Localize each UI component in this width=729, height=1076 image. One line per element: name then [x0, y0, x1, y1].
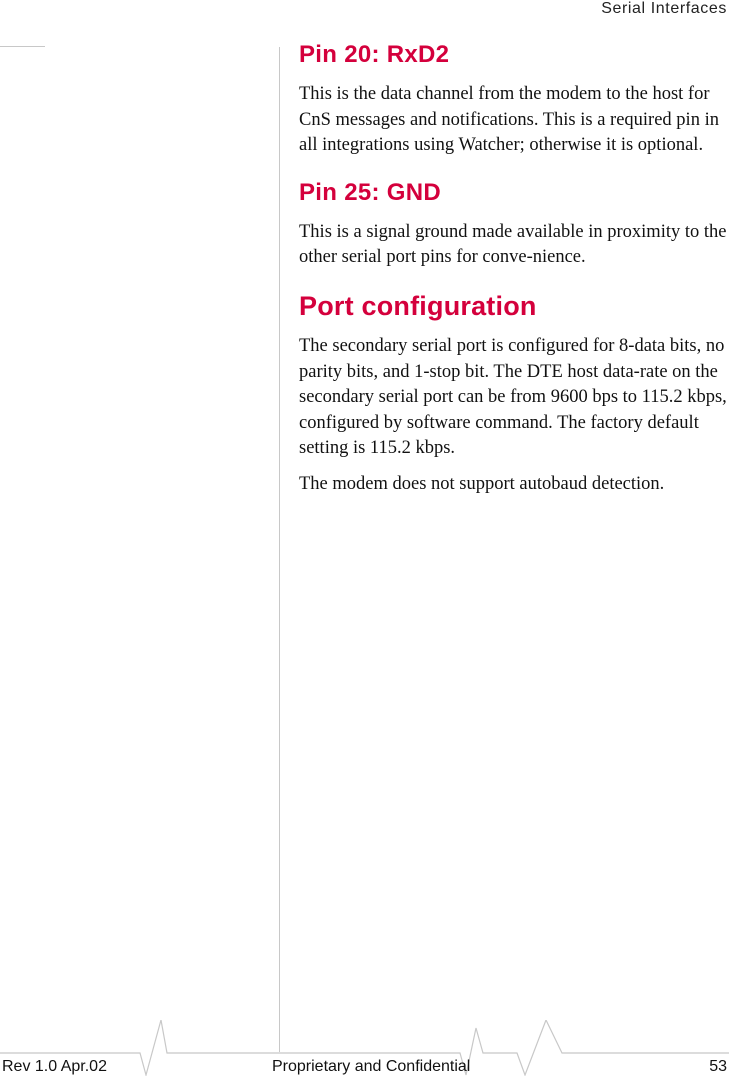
column-divider	[279, 47, 280, 1052]
footer-revision: Rev 1.0 Apr.02	[2, 1058, 107, 1075]
section-paragraph-port-config: The secondary serial port is configured for 8-data bits, no parity bits, and 1-stop bit. The DTE host data-rate on the secondary serial port can be from 9600 bps to 115.2 kbps, configured by software command. The factory default setting is 115.2 kbps.	[299, 335, 727, 459]
page-footer	[0, 1020, 729, 1076]
section-paragraph-pin25: This is a signal ground made available in proximity to the other serial port pins for conve-nience.	[299, 221, 727, 268]
section-paragraph-autobaud: The modem does not support autobaud detection.	[299, 473, 665, 494]
section-heading-port-config: Port configuration	[299, 290, 537, 321]
section-paragraph-pin20: This is the data channel from the modem to the host for CnS messages and notifications. This is a required pin in all integrations using Watcher; otherwise it is optional.	[299, 84, 719, 156]
header-rule	[0, 46, 45, 47]
main-content	[299, 38, 727, 498]
running-header-title: Serial Interfaces	[601, 0, 727, 17]
footer-confidentiality: Proprietary and Confidential	[272, 1058, 471, 1075]
footer-page-number: 53	[709, 1058, 727, 1075]
section-heading-pin20: Pin 20: RxD2	[299, 41, 450, 68]
section-heading-pin25: Pin 25: GND	[299, 178, 441, 206]
